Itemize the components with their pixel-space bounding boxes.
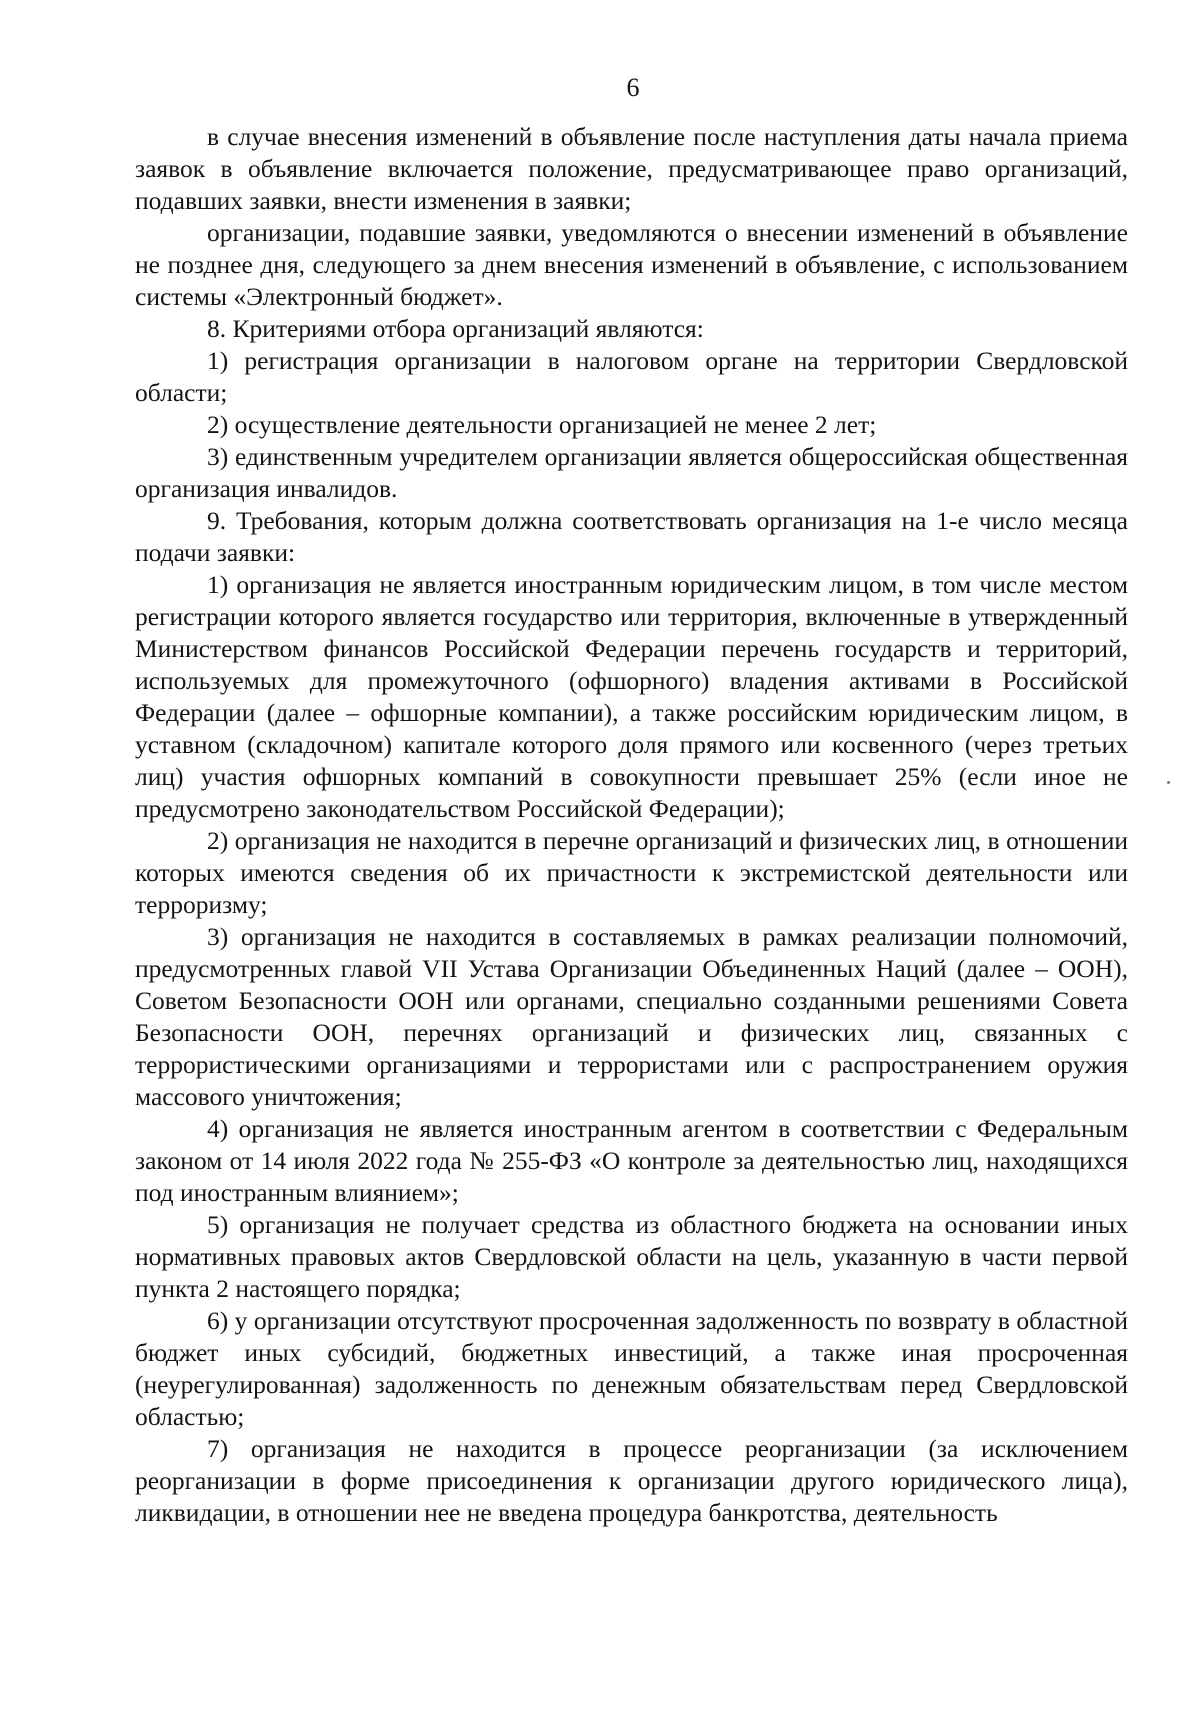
paragraph-notification-of-applicants: организации, подавшие заявки, уведомляются о внесении изменений в объявление не позднее дня, следующего за днем внесения изменений в объявление, с использованием системы «Электронный бюджет». — [135, 218, 1128, 311]
paragraph-requirement-1: 1) организация не является иностранным юридическим лицом, в том числе местом регистрации которого является государство или территория, включенные в утвержденный Министерством финансов Российской Федерации перечень государств и территорий, используемых для промежуточного (офшорного) владения активами в Российской Федерации (далее – офшорные компании), а также российским юридическим лицом, в уставном (складочном) капитале которого доля прямого или косвенного (через третьих лиц) участия офшорных компаний в совокупности превышает 25% (если иное не предусмотрено законодательством Российской Федерации); — [135, 570, 1128, 823]
document-body — [135, 121, 1128, 1529]
paragraph-requirement-7: 7) организация не находится в процессе реорганизации (за исключением реорганизации в форме присоединения к организации другого юридического лица), ликвидации, в отношении нее не введена процедура банкротства, деятельность — [135, 1434, 1128, 1527]
paragraph-criterion-2: 2) осуществление деятельности организацией не менее 2 лет; — [207, 410, 877, 439]
paragraph-amendment-of-announcement: в случае внесения изменений в объявление после наступления даты начала приема заявок в объявление включается положение, предусматривающее право организаций, подавших заявки, внести изменения в заявки; — [135, 122, 1128, 215]
paragraph-requirement-6: 6) у организации отсутствуют просроченная задолженность по возврату в областной бюджет иных субсидий, бюджетных инвестиций, а также иная просроченная (неурегулированная) задолженность по денежным обязательствам перед Свердловской областью; — [135, 1306, 1128, 1431]
paragraph-selection-criteria-heading: 8. Критериями отбора организаций являются: — [207, 314, 704, 343]
paragraph-requirement-2: 2) организация не находится в перечне организаций и физических лиц, в отношении которых имеются сведения об их причастности к экстремистской деятельности или терроризму; — [135, 826, 1128, 919]
paragraph-criterion-1: 1) регистрация организации в налоговом органе на территории Свердловской области; — [135, 346, 1128, 407]
paragraph-requirements-heading: 9. Требования, которым должна соответствовать организация на 1-е число месяца подачи заявки: — [135, 506, 1128, 567]
scan-artifact-dot — [1167, 781, 1170, 784]
paragraph-requirement-5: 5) организация не получает средства из областного бюджета на основании иных нормативных правовых актов Свердловской области на цель, указанную в части первой пункта 2 настоящего порядка; — [135, 1210, 1128, 1303]
paragraph-requirement-3: 3) организация не находится в составляемых в рамках реализации полномочий, предусмотренных главой VII Устава Организации Объединенных Наций (далее – ООН), Советом Безопасности ООН или органами, специально созданными решениями Совета Безопасности ООН, перечнях организаций и физических лиц, связанных с террористическими организациями и террористами или с распространением оружия массового уничтожения; — [135, 922, 1128, 1111]
page-number: 6 — [626, 73, 640, 102]
paragraph-requirement-4: 4) организация не является иностранным агентом в соответствии с Федеральным законом от 14 июля 2022 года № 255-ФЗ «О контроле за деятельностью лиц, находящихся под иностранным влиянием»; — [135, 1114, 1128, 1207]
paragraph-criterion-3: 3) единственным учредителем организации является общероссийская общественная организация инвалидов. — [135, 442, 1128, 503]
